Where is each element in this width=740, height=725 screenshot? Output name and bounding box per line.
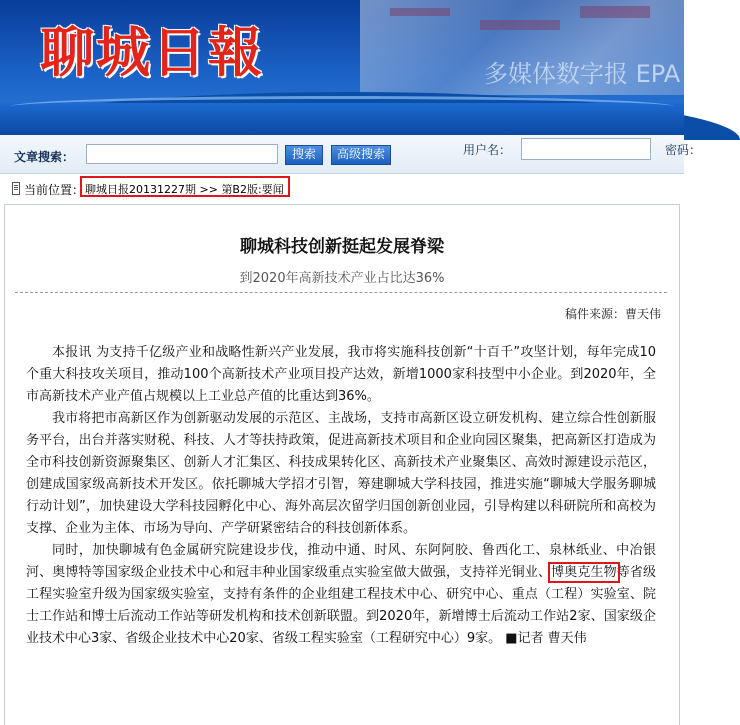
article-title: 聊城科技创新挺起发展脊梁 <box>240 237 444 257</box>
search-button[interactable]: 搜索 <box>285 145 323 165</box>
article-subtitle: 到2020年高新技术产业占比达36% <box>239 271 445 286</box>
breadcrumb-separator: >> <box>199 183 218 196</box>
advanced-search-button[interactable]: 高级搜索 <box>331 145 391 165</box>
masthead-banner <box>0 0 684 135</box>
article-panel <box>4 204 680 725</box>
article-paragraph-1: 本报讯 为支持千亿级产业和战略性新兴产业发展，我市将实施科技创新“十百千”攻坚计划，每年完成10个重大科技攻关项目，推动100个高新技术产业项目投产达效，新增1000家科技型中小企业。到2020年，全市高新技术产业产值占规模以上工业总产值的比重达到36%。 <box>26 345 656 404</box>
breadcrumb-page-link[interactable]: 第B2版:要闻 <box>221 183 284 196</box>
breadcrumb-path <box>85 181 284 197</box>
search-input[interactable] <box>86 144 278 164</box>
logo-text: 聊城日報 <box>40 20 264 84</box>
username-label: 用户名： <box>463 143 512 157</box>
paragraph-3-end: 等省级工程实验室升级为国家级实验室，支持有条件的企业组建工程技术中心、研究中心、重点（工程）实验室、院士工作站和博士后流动工作站等研发机构和技术创新联盟。到2020年，新增博士后流动工作站2家、国家级企业技术中心3家、省级企业技术中心20家、省级工程实验室（工程研究中心）9家。 <box>26 565 656 646</box>
search-bar <box>0 135 702 174</box>
title-divider <box>15 292 667 293</box>
highlighted-company: 博奥克生物 <box>551 565 617 580</box>
password-label: 密码： <box>665 143 702 157</box>
article-body <box>26 342 656 650</box>
article-source: 稿件来源：曹天伟 <box>564 307 661 321</box>
article-paragraph-3 <box>26 540 656 650</box>
banner-wave-line <box>10 96 674 117</box>
breadcrumb-prefix: 当前位置： <box>24 183 85 197</box>
search-label: 文章搜索： <box>14 150 75 164</box>
paragraph-3-start: 同时，加快聊城有色金属研究院建设步伐，推动中通、时风、东阿阿胶、鲁西化工、泉林纸业、中冶银河、奥博特等国家级企业技术中心和冠丰种业国家级重点实验室做大做强，支持祥光铜业、 <box>26 543 656 580</box>
breadcrumb <box>0 175 684 201</box>
document-icon <box>12 182 20 195</box>
article-paragraph-2: 我市将把市高新区作为创新驱动发展的示范区、主战场，支持市高新区设立研发机构、建立综合性创新服务平台，出台并落实财税、科技、人才等扶持政策，促进高新技术项目和企业向园区聚集，把高新区打造成为全市科技创新资源聚集区、创新人才汇集区、科技成果转化区、高新技术产业聚集区、高效时源建设示范区，创建成国家级高新技术开发区。依托聊城大学招才引智，筹建聊城大学科技园，推进实施“聊城大学服务聊城行动计划”，加快建设大学科技园孵化中心、海外高层次留学归国创新创业园，引导构建以科研院所和高校为支撑、企业为主体、市场为导向、产学研紧密结合的科技创新体系。 <box>26 411 656 536</box>
reporter-signoff: ■记者 曹天伟 <box>505 631 587 646</box>
banner-subtitle: 多媒体数字报 EPA <box>484 60 681 88</box>
breadcrumb-issue-link[interactable]: 聊城日报20131227期 <box>85 183 196 196</box>
username-input[interactable] <box>521 138 651 160</box>
